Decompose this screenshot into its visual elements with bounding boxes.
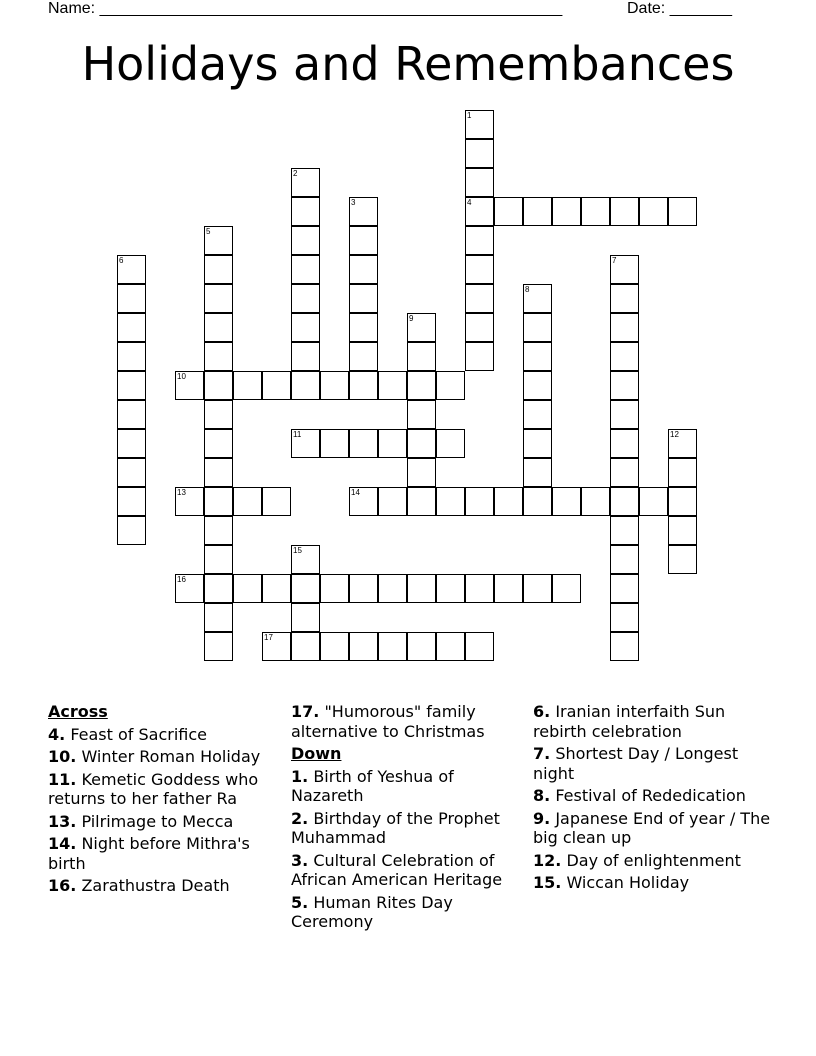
clue-text: Wiccan Holiday — [566, 873, 690, 892]
clue-number-label: 4. — [48, 724, 66, 744]
grid-cell[interactable] — [610, 603, 639, 632]
clue-number: 6 — [119, 256, 124, 265]
grid-cell[interactable] — [610, 284, 639, 313]
grid-cell[interactable] — [204, 458, 233, 487]
clue-number-label: 11. — [48, 769, 77, 789]
grid-cell[interactable] — [204, 400, 233, 429]
grid-cell[interactable] — [465, 139, 494, 168]
clue-text: Day of enlightenment — [566, 850, 741, 870]
grid-cell[interactable] — [407, 400, 436, 429]
grid-cell[interactable] — [117, 342, 146, 371]
grid-cell[interactable] — [291, 313, 320, 342]
grid-cell[interactable] — [494, 487, 523, 516]
clue-number-label: 7. — [533, 744, 551, 763]
grid-cell[interactable] — [204, 255, 233, 284]
clue-number-label: 1. — [291, 766, 309, 786]
grid-cell[interactable] — [436, 429, 465, 458]
grid-cell[interactable] — [465, 342, 494, 371]
clue-number-label: 6. — [533, 702, 551, 721]
grid-cell[interactable] — [175, 487, 204, 516]
grid-cell[interactable] — [610, 574, 639, 603]
grid-cell[interactable] — [291, 197, 320, 226]
grid-cell[interactable] — [407, 429, 436, 458]
grid-cell[interactable] — [349, 574, 378, 603]
clue-text: Shortest Day / Longest night — [533, 744, 739, 783]
grid-cell[interactable] — [465, 313, 494, 342]
grid-cell[interactable] — [291, 632, 320, 661]
clue-number: 1 — [467, 111, 472, 120]
grid-cell[interactable] — [204, 371, 233, 400]
grid-cell[interactable] — [291, 603, 320, 632]
grid-cell[interactable] — [523, 429, 552, 458]
grid-cell[interactable] — [436, 574, 465, 603]
clues-column-2 — [291, 702, 523, 935]
clue-text: Iranian interfaith Sun rebirth celebration — [533, 702, 726, 741]
grid-cell[interactable] — [204, 429, 233, 458]
clue-number: 4 — [467, 198, 472, 207]
clue-text: Night before Mithra's birth — [48, 834, 250, 873]
grid-cell[interactable] — [639, 487, 668, 516]
grid-cell[interactable] — [204, 487, 233, 516]
grid-cell[interactable] — [610, 516, 639, 545]
grid-cell[interactable] — [262, 632, 291, 661]
grid-cell[interactable] — [436, 632, 465, 661]
grid-cell[interactable] — [523, 342, 552, 371]
grid-cell[interactable] — [349, 313, 378, 342]
across-clue-list — [48, 725, 284, 896]
clue-number: 17 — [264, 633, 273, 642]
grid-cell[interactable] — [291, 545, 320, 574]
clue-item — [48, 876, 284, 896]
grid-cell[interactable] — [523, 458, 552, 487]
clue-number-label: 14. — [48, 834, 77, 853]
grid-cell[interactable] — [668, 545, 697, 574]
grid-cell[interactable] — [407, 632, 436, 661]
clue-text: Japanese End of year / The big clean up — [533, 808, 771, 847]
grid-cell[interactable] — [204, 284, 233, 313]
grid-cell[interactable] — [291, 342, 320, 371]
grid-cell[interactable] — [465, 110, 494, 139]
clue-number: 3 — [351, 198, 356, 207]
clue-number-label: 10. — [48, 747, 77, 766]
grid-cell[interactable] — [320, 371, 349, 400]
grid-cell[interactable] — [117, 284, 146, 313]
grid-cell[interactable] — [204, 313, 233, 342]
grid-cell[interactable] — [291, 168, 320, 197]
grid-cell[interactable] — [204, 226, 233, 255]
grid-cell[interactable] — [262, 574, 291, 603]
grid-cell[interactable] — [610, 632, 639, 661]
clue-item — [533, 786, 773, 806]
grid-cell[interactable] — [291, 429, 320, 458]
clue-number: 10 — [177, 372, 186, 381]
grid-cell[interactable] — [378, 429, 407, 458]
grid-cell[interactable] — [523, 313, 552, 342]
puzzle-title: Holidays and Remembances — [81, 37, 735, 91]
grid-cell[interactable] — [407, 371, 436, 400]
grid-cell[interactable] — [494, 197, 523, 226]
grid-cell[interactable] — [349, 342, 378, 371]
grid-cell[interactable] — [117, 458, 146, 487]
grid-cell[interactable] — [204, 574, 233, 603]
date-field-line[interactable]: Date: _______ — [627, 0, 732, 17]
grid-cell[interactable] — [378, 487, 407, 516]
grid-cell[interactable] — [378, 632, 407, 661]
grid-cell[interactable] — [668, 516, 697, 545]
grid-cell[interactable] — [610, 197, 639, 226]
clue-number: 12 — [670, 430, 679, 439]
down-clue-list-continued — [533, 702, 773, 893]
clue-item — [48, 747, 284, 767]
clue-number-label: 3. — [291, 850, 309, 870]
grid-cell[interactable] — [117, 371, 146, 400]
grid-cell[interactable] — [262, 371, 291, 400]
grid-cell[interactable] — [523, 487, 552, 516]
grid-cell[interactable] — [668, 487, 697, 516]
clue-text: "Humorous" family alternative to Christmas — [291, 702, 485, 741]
grid-cell[interactable] — [668, 429, 697, 458]
grid-cell[interactable] — [610, 342, 639, 371]
clue-number-label: 12. — [533, 850, 562, 870]
grid-cell[interactable] — [523, 284, 552, 313]
grid-cell[interactable] — [436, 487, 465, 516]
grid-cell[interactable] — [668, 197, 697, 226]
clue-number: 5 — [206, 227, 211, 236]
grid-cell[interactable] — [610, 429, 639, 458]
grid-cell[interactable] — [465, 197, 494, 226]
clue-item — [48, 770, 284, 809]
clue-item — [533, 809, 773, 848]
clue-number: 8 — [525, 285, 530, 294]
grid-cell[interactable] — [233, 487, 262, 516]
clue-number: 16 — [177, 575, 186, 584]
grid-cell[interactable] — [204, 342, 233, 371]
grid-cell[interactable] — [320, 429, 349, 458]
clue-item — [291, 893, 523, 932]
clues-column-3 — [533, 702, 773, 896]
grid-cell[interactable] — [436, 371, 465, 400]
clue-number-label: 13. — [48, 811, 77, 831]
grid-cell[interactable] — [465, 255, 494, 284]
grid-cell[interactable] — [407, 574, 436, 603]
grid-cell[interactable] — [117, 313, 146, 342]
grid-cell[interactable] — [581, 487, 610, 516]
grid-cell[interactable] — [610, 371, 639, 400]
clue-item — [291, 851, 523, 890]
grid-cell[interactable] — [349, 487, 378, 516]
clue-item — [291, 702, 523, 741]
grid-cell[interactable] — [465, 487, 494, 516]
grid-cell[interactable] — [291, 574, 320, 603]
grid-cell[interactable] — [610, 458, 639, 487]
grid-cell[interactable] — [610, 400, 639, 429]
grid-cell[interactable] — [610, 313, 639, 342]
grid-cell[interactable] — [349, 429, 378, 458]
grid-cell[interactable] — [378, 574, 407, 603]
grid-cell[interactable] — [349, 371, 378, 400]
across-heading: Across — [48, 702, 108, 721]
clue-text: Zarathustra Death — [81, 876, 230, 895]
clue-text: Human Rites Day Ceremony — [291, 892, 453, 931]
grid-cell[interactable] — [204, 545, 233, 574]
grid-cell[interactable] — [204, 603, 233, 632]
clue-number: 13 — [177, 488, 186, 497]
clue-number-label: 9. — [533, 808, 551, 828]
grid-cell[interactable] — [523, 371, 552, 400]
clue-number: 7 — [612, 256, 617, 265]
clue-number-label: 5. — [291, 892, 309, 912]
grid-cell[interactable] — [610, 545, 639, 574]
clue-text: Pilrimage to Mecca — [81, 811, 234, 831]
clue-item — [533, 744, 773, 783]
grid-cell[interactable] — [465, 168, 494, 197]
name-field-line[interactable]: Name: ____________________________________________________ — [48, 0, 563, 17]
grid-cell[interactable] — [494, 574, 523, 603]
grid-cell[interactable] — [291, 284, 320, 313]
clues-column-1 — [48, 702, 284, 899]
clue-number: 2 — [293, 169, 298, 178]
grid-cell[interactable] — [175, 574, 204, 603]
grid-cell[interactable] — [465, 284, 494, 313]
grid-cell[interactable] — [320, 632, 349, 661]
grid-cell[interactable] — [552, 487, 581, 516]
clue-item — [291, 767, 523, 806]
clue-number: 9 — [409, 314, 414, 323]
clue-text: Feast of Sacrifice — [70, 724, 207, 744]
clue-text: Winter Roman Holiday — [81, 747, 261, 766]
grid-cell[interactable] — [610, 255, 639, 284]
grid-cell[interactable] — [117, 429, 146, 458]
clue-text: Cultural Celebration of African American Heritage — [291, 850, 503, 889]
clue-number: 14 — [351, 488, 360, 497]
clue-item — [533, 702, 773, 741]
clue-item — [291, 809, 523, 848]
grid-cell[interactable] — [523, 197, 552, 226]
grid-cell[interactable] — [349, 284, 378, 313]
clue-text: Festival of Rededication — [555, 786, 746, 805]
grid-cell[interactable] — [523, 574, 552, 603]
grid-cell[interactable] — [349, 255, 378, 284]
grid-cell[interactable] — [349, 197, 378, 226]
grid-cell[interactable] — [523, 400, 552, 429]
grid-cell[interactable] — [552, 574, 581, 603]
grid-cell[interactable] — [349, 632, 378, 661]
grid-cell[interactable] — [320, 574, 349, 603]
clue-number-label: 16. — [48, 876, 77, 895]
grid-cell[interactable] — [552, 197, 581, 226]
clue-item — [48, 725, 284, 745]
clue-number: 11 — [293, 430, 302, 439]
grid-cell[interactable] — [117, 516, 146, 545]
grid-cell[interactable] — [175, 371, 204, 400]
grid-cell[interactable] — [465, 226, 494, 255]
clue-item — [533, 851, 773, 871]
clue-number-label: 2. — [291, 808, 309, 828]
down-clue-list — [291, 767, 523, 932]
grid-cell[interactable] — [407, 487, 436, 516]
grid-cell[interactable] — [262, 487, 291, 516]
grid-cell[interactable] — [407, 342, 436, 371]
across-clue-list-continued — [291, 702, 523, 741]
grid-cell[interactable] — [291, 255, 320, 284]
clue-number-label: 8. — [533, 786, 551, 805]
grid-cell[interactable] — [233, 574, 262, 603]
clue-number: 15 — [293, 546, 302, 555]
clue-item — [48, 834, 284, 873]
grid-cell[interactable] — [204, 516, 233, 545]
grid-cell[interactable] — [349, 226, 378, 255]
grid-cell[interactable] — [233, 371, 262, 400]
grid-cell[interactable] — [465, 574, 494, 603]
clue-number-label: 17. — [291, 702, 320, 721]
grid-cell[interactable] — [117, 487, 146, 516]
grid-cell[interactable] — [117, 255, 146, 284]
grid-cell[interactable] — [407, 313, 436, 342]
grid-cell[interactable] — [117, 400, 146, 429]
grid-cell[interactable] — [407, 458, 436, 487]
grid-cell[interactable] — [581, 197, 610, 226]
clue-item — [533, 873, 773, 893]
clue-text: Birthday of the Prophet Muhammad — [291, 808, 500, 847]
grid-cell[interactable] — [639, 197, 668, 226]
grid-cell[interactable] — [378, 371, 407, 400]
grid-cell[interactable] — [668, 458, 697, 487]
clue-text: Birth of Yeshua of Nazareth — [291, 766, 454, 805]
down-heading: Down — [291, 744, 342, 763]
clue-number-label: 15. — [533, 873, 562, 892]
clue-text: Kemetic Goddess who returns to her father Ra — [48, 769, 259, 808]
grid-cell[interactable] — [465, 632, 494, 661]
clue-item — [48, 812, 284, 832]
grid-cell[interactable] — [610, 487, 639, 516]
grid-cell[interactable] — [204, 632, 233, 661]
grid-cell[interactable] — [291, 371, 320, 400]
grid-cell[interactable] — [291, 226, 320, 255]
